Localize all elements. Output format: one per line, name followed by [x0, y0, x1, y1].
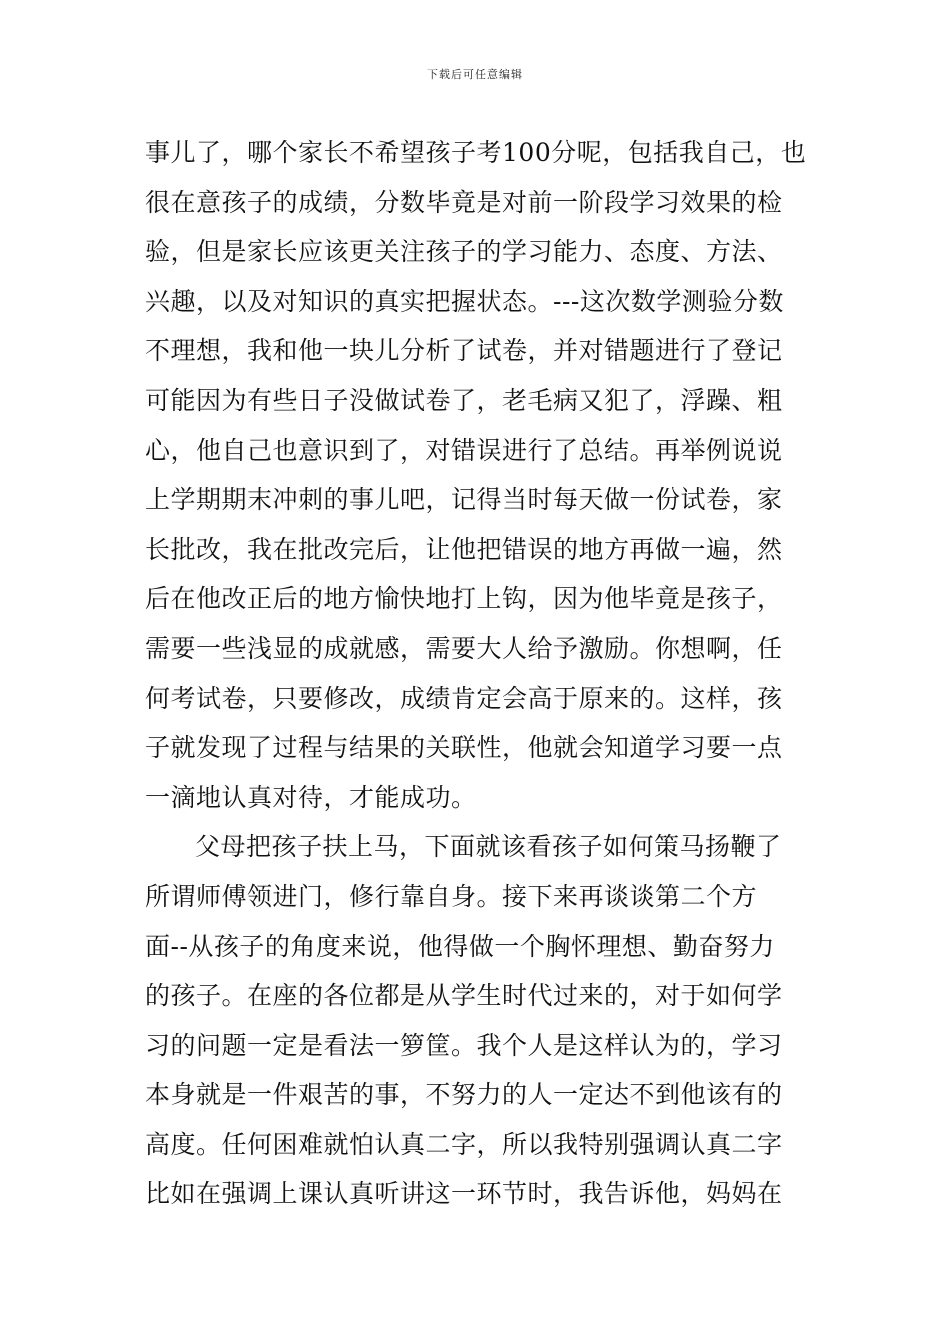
paragraph-start-line: 父母把孩子扶上马，下面就该看孩子如何策马扬鞭了	[195, 832, 782, 862]
text-line: 习的问题一定是看法一箩筐。我个人是这样认为的，学习	[145, 1030, 783, 1060]
text-line: 的孩子。在座的各位都是从学生时代过来的，对于如何学	[145, 981, 783, 1011]
text-line: 一滴地认真对待，才能成功。	[145, 782, 477, 812]
text-line: 面--从孩子的角度来说，他得做一个胸怀理想、勤奋努力	[145, 931, 775, 961]
text-line: 长批改，我在批改完后，让他把错误的地方再做一遍，然	[145, 534, 783, 564]
page-header: 下载后可任意编辑	[427, 68, 523, 81]
document-body	[145, 128, 810, 1219]
text-line: 所谓师傅领进门，修行靠自身。接下来再谈谈第二个方	[145, 881, 758, 911]
text-line: 很在意孩子的成绩，分数毕竟是对前一阶段学习效果的检	[145, 187, 783, 217]
text-line: 验，但是家长应该更关注孩子的学习能力、态度、方法、	[145, 237, 783, 267]
text-line: 不理想，我和他一块儿分析了试卷，并对错题进行了登记	[145, 336, 783, 366]
text-line: 心，他自己也意识到了，对错误进行了总结。再举例说说	[145, 435, 783, 465]
text-line: 本身就是一件艰苦的事，不努力的人一定达不到他该有的	[145, 1080, 783, 1110]
text-line: 何考试卷，只要修改，成绩肯定会高于原来的。这样，孩	[145, 683, 783, 713]
text-line: 上学期期末冲刺的事儿吧，记得当时每天做一份试卷，家	[145, 485, 783, 515]
text-line: 可能因为有些日子没做试卷了，老毛病又犯了，浮躁、粗	[145, 385, 783, 415]
text-line: 比如在强调上课认真听讲这一环节时，我告诉他，妈妈在	[145, 1179, 783, 1209]
text-line: 事儿了，哪个家长不希望孩子考100分呢，包括我自己，也	[145, 138, 807, 167]
text-line: 需要一些浅显的成就感，需要大人给予激励。你想啊，任	[145, 633, 783, 663]
text-line: 子就发现了过程与结果的关联性，他就会知道学习要一点	[145, 733, 783, 763]
text-line: 高度。任何困难就怕认真二字，所以我特别强调认真二字	[145, 1129, 783, 1159]
text-line: 后在他改正后的地方愉快地打上钩，因为他毕竟是孩子，	[145, 584, 783, 614]
text-line: 兴趣，以及对知识的真实把握状态。---这次数学测验分数	[145, 286, 784, 316]
